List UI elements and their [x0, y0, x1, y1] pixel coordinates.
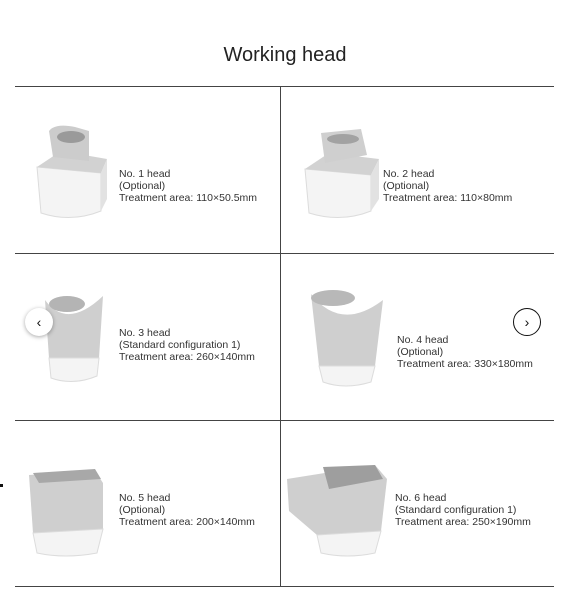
- head-4-area: Treatment area: 330×180mm: [397, 358, 533, 370]
- head-2-name: No. 2 head: [383, 168, 435, 180]
- head-no3-image: [37, 282, 119, 392]
- head-2-area: Treatment area: 110×80mm: [383, 192, 513, 204]
- head-1-area: Treatment area: 110×50.5mm: [119, 192, 258, 204]
- head-card-3: [15, 254, 280, 420]
- head-2-config: (Optional): [383, 180, 430, 192]
- head-5-config: (Optional): [119, 504, 166, 516]
- head-4-description: [397, 334, 533, 370]
- carousel-next-button[interactable]: [513, 308, 541, 336]
- page-title: Working head: [223, 44, 347, 66]
- head-1-description: [119, 168, 257, 204]
- head-3-area: Treatment area: 260×140mm: [119, 351, 255, 363]
- head-1-config: (Optional): [119, 180, 166, 192]
- head-card-2: [281, 87, 546, 253]
- head-card-6: [281, 421, 546, 587]
- head-2-description: [383, 168, 512, 204]
- head-card-5: [15, 421, 280, 587]
- head-4-name: No. 4 head: [397, 334, 449, 346]
- head-6-config: (Standard configuration 1): [395, 504, 517, 516]
- head-5-name: No. 5 head: [119, 492, 171, 504]
- head-5-area: Treatment area: 200×140mm: [119, 516, 255, 528]
- head-card-1: [15, 87, 280, 253]
- head-3-config: (Standard configuration 1): [119, 339, 241, 351]
- left-edge-marker: [0, 484, 3, 487]
- head-6-area: Treatment area: 250×190mm: [395, 516, 531, 528]
- head-no2-image: [301, 115, 383, 225]
- chevron-left-icon: ‹: [36, 314, 42, 330]
- head-no5-image: [25, 449, 107, 559]
- head-card-4: [281, 254, 546, 420]
- head-no4-image: [305, 282, 387, 392]
- head-3-description: [119, 327, 255, 363]
- chevron-right-icon: ›: [524, 314, 530, 330]
- head-3-name: No. 3 head: [119, 327, 171, 339]
- head-6-description: [395, 492, 531, 528]
- head-4-config: (Optional): [397, 346, 444, 358]
- head-5-description: [119, 492, 255, 528]
- carousel-prev-button[interactable]: [25, 308, 53, 336]
- working-head-grid: [15, 86, 554, 587]
- head-1-name: No. 1 head: [119, 168, 171, 180]
- head-6-name: No. 6 head: [395, 492, 447, 504]
- head-no6-image: [283, 449, 391, 559]
- head-no1-image: [31, 115, 113, 225]
